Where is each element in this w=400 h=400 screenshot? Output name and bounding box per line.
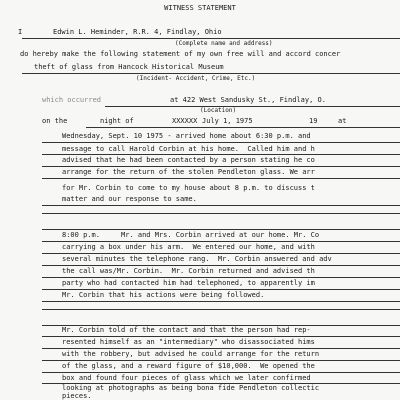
p2-line-5: party who had contacted him had telephoned, to apparently im <box>62 279 315 287</box>
which-occurred-label: which occurred <box>42 96 102 104</box>
rule <box>42 360 400 361</box>
rule <box>42 336 400 337</box>
rule <box>42 372 400 373</box>
p3-line-1: Mr. Corbin told of the contact and that the person had rep- <box>62 326 311 334</box>
rule <box>42 253 400 254</box>
p1-line-6: matter and our response to same. <box>62 195 197 203</box>
date-struck-text: XXXXXX <box>172 117 198 125</box>
rule <box>42 229 400 230</box>
p2-line-1: 8:00 p.m. Mr. and Mrs. Corbin arrived at our home. Mr. Co <box>62 231 320 239</box>
p3-line-5: box and found four pieces of glass which we later confirmed <box>62 374 311 382</box>
rule <box>42 277 400 278</box>
p1-line-5: for Mr. Corbin to come to my house about 8 p.m. to discuss t <box>62 184 315 192</box>
p3-line-6: looking at photographs as being bona fide Pendleton collectic <box>62 384 320 392</box>
location-underline <box>105 106 400 107</box>
p2-line-3: several minutes the telephone rang. Mr. Corbin answered and adv <box>62 255 332 263</box>
p2-line-4: the call was/Mr. Corbin. Mr. Corbin returned and advised th <box>62 267 315 275</box>
date-value: July 1, 1975 <box>202 117 253 125</box>
p3-line-2: resented himself as an "intermediary" who disassociated hims <box>62 338 315 346</box>
p3-line-3: with the robbery, but advised he could arrange for the return <box>62 350 320 358</box>
p3-line-4: of the glass, and a reward figure of $10,000. We opened the <box>62 362 315 370</box>
incident-value: theft of glass from Hancock Historical Museum <box>34 63 224 71</box>
location-value: at 422 West Sandusky St., Findlay, O. <box>170 96 326 104</box>
year-prefix: 19 <box>309 117 318 125</box>
line-i-label: I <box>18 28 23 36</box>
rule <box>42 265 400 266</box>
p2-line-2: carrying a box under his arm. We entered our home, and with <box>62 243 315 251</box>
rule <box>42 166 400 167</box>
p1-line-1: Wednesday, Sept. 10 1975 - arrived home about 6:30 p.m. and <box>62 132 311 140</box>
incident-caption: (Incident- Accident, Crime, Etc.) <box>136 75 256 82</box>
on-the-label: on the <box>42 117 68 125</box>
rule <box>42 154 400 155</box>
rule <box>42 309 400 310</box>
location-caption: (Location) <box>200 107 237 114</box>
p3-line-7: pieces. <box>62 392 92 400</box>
p2-line-6: Mr. Corbin that his actions were being followed. <box>62 291 265 299</box>
rule <box>42 241 400 242</box>
rule <box>42 289 400 290</box>
night-of-label: night of <box>100 117 134 125</box>
rule <box>42 213 400 214</box>
p1-line-3: advised that he had been contacted by a person stating he co <box>62 156 315 164</box>
name-caption: (Complete name and address) <box>175 40 273 47</box>
p1-line-2: message to call Harold Corbin at his home. Called him and h <box>62 145 315 153</box>
p1-line-4: arrange for the return of the stolen Pendleton glass. We arr <box>62 168 315 176</box>
name-underline <box>22 38 400 39</box>
rule <box>42 178 400 179</box>
incident-underline <box>22 73 400 74</box>
rule <box>42 205 400 206</box>
rule <box>42 301 400 302</box>
at-label: at <box>338 117 347 125</box>
date-underline <box>86 127 400 128</box>
oath-text: do hereby make the following statement of my own free will and accord concer <box>20 50 341 58</box>
document-title: WITNESS STATEMENT <box>164 4 236 12</box>
rule <box>42 142 400 143</box>
rule <box>42 348 400 349</box>
name-value: Edwin L. Heminder, R.R. 4, Findlay, Ohio <box>53 28 222 36</box>
